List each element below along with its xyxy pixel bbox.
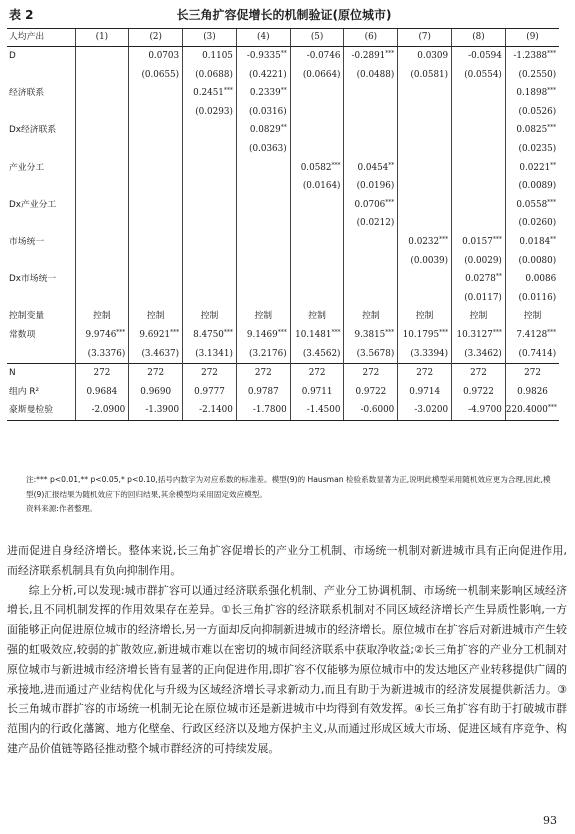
column-header: (9) — [505, 29, 559, 47]
table-cell: 0.0558*** — [505, 196, 559, 215]
table-cell: (0.7414) — [505, 345, 559, 364]
table-row — [7, 121, 559, 140]
table-cell: -1.7800 — [236, 401, 290, 420]
table-row — [7, 47, 559, 66]
significance-stars: *** — [385, 50, 395, 57]
table-cell — [290, 233, 344, 252]
table-cell: (0.0554) — [452, 66, 506, 85]
table-cell: 272 — [236, 364, 290, 383]
table-cell — [290, 270, 344, 289]
table-cell: 控制 — [290, 307, 344, 326]
significance-stars: *** — [385, 198, 395, 206]
table-row — [7, 383, 559, 402]
row-label: 经济联系 — [9, 88, 45, 99]
table-cell: 9.1469*** — [236, 326, 290, 345]
table-cell — [129, 84, 183, 103]
table-cell: -1.2388*** — [505, 47, 559, 66]
table-cell — [398, 214, 452, 233]
table-cell: -0.0746 — [290, 47, 344, 66]
row-label: N — [7, 364, 75, 383]
table-cell: (3.3462) — [452, 345, 506, 364]
row-label: Dx经济联系 — [9, 125, 57, 136]
table-cell — [344, 252, 398, 271]
table-cell: 0.0157*** — [452, 233, 506, 252]
table-cell: 272 — [452, 364, 506, 383]
table-cell — [398, 140, 452, 159]
table-header-row — [7, 29, 559, 47]
table-cell — [290, 121, 344, 140]
table-cell — [452, 84, 506, 103]
table-cell: 0.9714 — [398, 383, 452, 402]
table-cell — [344, 121, 398, 140]
table-cell: (0.0029) — [452, 252, 506, 271]
table-cell: (0.0235) — [505, 140, 559, 159]
table-cell — [75, 177, 129, 196]
table-source: 资料来源:作者整理。 — [26, 504, 97, 513]
regression-table — [7, 28, 559, 421]
table-cell: 9.6921*** — [129, 326, 183, 345]
header-dependent-variable: 人均产出 — [7, 29, 75, 47]
table-cell: (0.0117) — [452, 289, 506, 308]
table-cell — [129, 214, 183, 233]
significance-stars: *** — [547, 198, 557, 206]
table-cell: (0.0581) — [398, 66, 452, 85]
column-header: (8) — [452, 29, 506, 47]
table-cell: 10.3127*** — [452, 326, 506, 345]
table-cell: 272 — [290, 364, 344, 383]
significance-stars: ** — [550, 235, 557, 243]
table-cell: 0.0825*** — [505, 121, 559, 140]
table-cell — [290, 289, 344, 308]
table-cell: 7.4128*** — [505, 326, 559, 345]
table-caption — [9, 6, 559, 24]
table-cell — [183, 270, 237, 289]
table-cell — [290, 196, 344, 215]
column-header: (2) — [129, 29, 183, 47]
table-cell: 0.0582*** — [290, 159, 344, 178]
significance-stars: *** — [331, 161, 341, 169]
table-cell — [183, 289, 237, 308]
table-cell — [290, 252, 344, 271]
table-cell: (0.0039) — [398, 252, 452, 271]
significance-stars: ** — [550, 161, 557, 169]
row-label: 市场统一 — [9, 236, 45, 247]
significance-stars: *** — [223, 87, 233, 95]
table-cell: 0.9722 — [452, 383, 506, 402]
table-cell: (0.0526) — [505, 103, 559, 122]
table-title: 长三角扩容促增长的机制验证(原位城市) — [176, 8, 392, 22]
table-cell — [398, 177, 452, 196]
table-cell — [236, 270, 290, 289]
table-cell: 控制 — [75, 307, 129, 326]
significance-stars: *** — [492, 235, 502, 243]
table-cell: -0.0594 — [452, 47, 506, 66]
column-header: (4) — [236, 29, 290, 47]
row-label — [7, 66, 75, 85]
table-cell: (0.0164) — [290, 177, 344, 196]
table-cell: -0.6000 — [344, 401, 398, 420]
significance-stars: *** — [385, 328, 395, 336]
table-cell — [398, 289, 452, 308]
table-cell — [129, 140, 183, 159]
significance-stars: ** — [280, 87, 287, 95]
table-cell — [129, 159, 183, 178]
row-label — [7, 252, 75, 271]
column-header: (5) — [290, 29, 344, 47]
table-cell: (0.0260) — [505, 214, 559, 233]
table-cell: -1.4500 — [290, 401, 344, 420]
significance-stars: ** — [495, 273, 502, 281]
table-cell: 10.1795*** — [398, 326, 452, 345]
significance-stars: *** — [547, 50, 557, 57]
table-cell: (0.0363) — [236, 140, 290, 159]
table-row — [7, 84, 559, 103]
table-cell — [75, 289, 129, 308]
significance-stars: *** — [547, 404, 557, 412]
table-cell — [183, 177, 237, 196]
significance-stars: ** — [280, 50, 287, 57]
table-note: 注:*** p<0.01,** p<0.05,* p<0.10,括号内数字为对应系数的标准差。模型(9)的 Hausman 检验系数显著为正,说明此模型采用随机效应更为合理,因此,模型(9)汇报结果为随机效应下的回归结果,其余模型均采用固定效应模型。 — [26, 475, 551, 499]
page-number: 93 — [543, 814, 557, 827]
table-cell: 0.0086 — [505, 270, 559, 289]
significance-stars: *** — [439, 235, 449, 243]
table-cell: 0.2451*** — [183, 84, 237, 103]
table-cell — [183, 252, 237, 271]
table-cell: 0.0829** — [236, 121, 290, 140]
table-cell — [398, 84, 452, 103]
table-cell: 0.0232*** — [398, 233, 452, 252]
table-row — [7, 177, 559, 196]
table-row — [7, 401, 559, 420]
table-cell — [344, 233, 398, 252]
row-label — [7, 103, 75, 122]
table-cell: -2.0900 — [75, 401, 129, 420]
table-cell — [183, 121, 237, 140]
row-label: D — [9, 51, 16, 61]
significance-stars: *** — [331, 328, 341, 336]
table-cell — [75, 140, 129, 159]
significance-stars: *** — [116, 328, 126, 336]
table-row — [7, 66, 559, 85]
table-cell — [236, 233, 290, 252]
table-cell: 0.9787 — [236, 383, 290, 402]
table-cell: -4.9700 — [452, 401, 506, 420]
table-cell — [183, 214, 237, 233]
table-cell: (3.3394) — [398, 345, 452, 364]
table-cell — [236, 252, 290, 271]
table-cell — [452, 159, 506, 178]
table-cell — [452, 121, 506, 140]
table-cell: 0.9711 — [290, 383, 344, 402]
table-cell: 10.1481*** — [290, 326, 344, 345]
table-cell: 0.9722 — [344, 383, 398, 402]
table-cell — [183, 159, 237, 178]
table-cell — [75, 121, 129, 140]
table-row — [7, 289, 559, 308]
table-cell — [75, 84, 129, 103]
table-row — [7, 214, 559, 233]
table-number: 表 2 — [9, 8, 34, 22]
row-label: 常数项 — [9, 329, 36, 340]
table-cell — [290, 140, 344, 159]
row-label — [7, 345, 75, 364]
table-cell: 0.0278** — [452, 270, 506, 289]
table-cell: (0.0212) — [344, 214, 398, 233]
table-cell: 0.0703 — [129, 47, 183, 66]
table-cell: -0.9335** — [236, 47, 290, 66]
table-cell: (3.4562) — [290, 345, 344, 364]
table-cell — [398, 159, 452, 178]
table-cell — [290, 103, 344, 122]
table-cell: 272 — [505, 364, 559, 383]
table-cell: 0.9684 — [75, 383, 129, 402]
table-row — [7, 140, 559, 159]
row-label: 组内 R² — [9, 386, 40, 397]
table-cell — [129, 103, 183, 122]
table-cell — [452, 196, 506, 215]
significance-stars: *** — [223, 328, 233, 336]
column-header: (3) — [183, 29, 237, 47]
table-cell: 0.0706*** — [344, 196, 398, 215]
table-row — [7, 196, 559, 215]
table-cell — [183, 140, 237, 159]
table-row — [7, 103, 559, 122]
table-cell: (3.3376) — [75, 345, 129, 364]
significance-stars: *** — [277, 328, 287, 336]
table-cell: 272 — [344, 364, 398, 383]
table-cell: (0.0664) — [290, 66, 344, 85]
table-cell — [452, 103, 506, 122]
table-cell: 0.1898*** — [505, 84, 559, 103]
table-cell: 272 — [183, 364, 237, 383]
table-cell: (0.0293) — [183, 103, 237, 122]
column-header: (7) — [398, 29, 452, 47]
significance-stars: *** — [170, 328, 180, 336]
row-label — [7, 289, 75, 308]
table-cell: 控制 — [505, 307, 559, 326]
row-label — [7, 177, 75, 196]
table-cell: (0.0655) — [129, 66, 183, 85]
table-cell: (0.2550) — [505, 66, 559, 85]
table-cell: -3.0200 — [398, 401, 452, 420]
table-cell — [75, 196, 129, 215]
table-cell: (0.0116) — [505, 289, 559, 308]
table-cell — [344, 103, 398, 122]
table-cell: (3.5678) — [344, 345, 398, 364]
table-row — [7, 364, 559, 383]
table-cell: 控制 — [452, 307, 506, 326]
row-label — [7, 140, 75, 159]
table-cell: (3.1341) — [183, 345, 237, 364]
table-cell — [75, 233, 129, 252]
row-label: 控制变量 — [9, 311, 45, 322]
table-cell: 0.9777 — [183, 383, 237, 402]
paragraph: 进而促进自身经济增长。整体来说,长三角扩容促增长的产业分工机制、市场统一机制对新进城市具有正向促进作用,而经济联系机制具有负向抑制作用。 — [7, 544, 567, 577]
table-cell — [129, 252, 183, 271]
table-row — [7, 159, 559, 178]
table-cell: 272 — [398, 364, 452, 383]
table-cell — [129, 289, 183, 308]
row-label: Dx市场统一 — [9, 274, 57, 285]
table-cell — [344, 84, 398, 103]
table-cell — [344, 289, 398, 308]
table-cell — [129, 233, 183, 252]
row-label — [7, 214, 75, 233]
table-cell — [75, 103, 129, 122]
table-cell — [75, 159, 129, 178]
table-cell: (0.0196) — [344, 177, 398, 196]
column-header: (1) — [75, 29, 129, 47]
table-cell — [129, 177, 183, 196]
significance-stars: *** — [547, 328, 557, 336]
table-cell: 272 — [75, 364, 129, 383]
table-cell — [129, 270, 183, 289]
table-cell: 0.0221** — [505, 159, 559, 178]
table-cell — [452, 140, 506, 159]
table-row — [7, 233, 559, 252]
table-cell — [236, 177, 290, 196]
table-cell — [398, 196, 452, 215]
table-row — [7, 345, 559, 364]
table-cell — [236, 159, 290, 178]
table-cell: 控制 — [398, 307, 452, 326]
table-cell: 控制 — [344, 307, 398, 326]
table-cell: -1.3900 — [129, 401, 183, 420]
table-cell — [236, 214, 290, 233]
table-cell: 0.0309 — [398, 47, 452, 66]
table-cell — [75, 47, 129, 66]
significance-stars: *** — [547, 87, 557, 95]
table-cell: 控制 — [236, 307, 290, 326]
table-cell: (0.0688) — [183, 66, 237, 85]
row-label: Dx产业分工 — [9, 199, 57, 210]
table-cell — [236, 289, 290, 308]
table-cell: 0.1105 — [183, 47, 237, 66]
table-row — [7, 252, 559, 271]
table-cell: (0.0080) — [505, 252, 559, 271]
table-row — [7, 270, 559, 289]
table-cell — [75, 252, 129, 271]
body-text — [7, 541, 567, 759]
table-cell — [236, 196, 290, 215]
significance-stars: *** — [492, 328, 502, 336]
table-cell: 控制 — [129, 307, 183, 326]
table-cell: 0.2339** — [236, 84, 290, 103]
table-cell: (0.0089) — [505, 177, 559, 196]
significance-stars: ** — [280, 124, 287, 132]
table-row — [7, 326, 559, 345]
table-cell: (0.4221) — [236, 66, 290, 85]
table-cell — [398, 121, 452, 140]
table-cell: 0.0184** — [505, 233, 559, 252]
table-cell: 220.4000*** — [505, 401, 559, 420]
table-cell: (0.0488) — [344, 66, 398, 85]
paragraph: 综上分析,可以发现:城市群扩容可以通过经济联系强化机制、产业分工协调机制、市场统一机制来影响区域经济增长,且不同机制发挥的作用效果存在差异。①长三角扩容的经济联系机制对不同区域经济增长产生异质性影响,一方面能够正向促进原位城市的经济增长,另一方面却反向抑制新进城市的经济增长。原位城市在扩容后对新进城市产生较强的虹吸效应,较弱的扩散效应,新进城市难以在密切的城市间经济联系中获取净收益;②长三角扩容的产业分工机制对原位城市与新进城市经济增长皆有显著的正向促进作用,即扩容不仅能够为原位城市中的发达地区产业转移提供广阔的承接地,进而通过产业结构优化与升级为区域经济增长寻求新动力,而且有助于为新进城市的经济发展提供新活力。③长三角城市群扩容的市场统一机制无论在原位城市还是新进城市中均得到有效发挥。④长三角扩容有助于打破城市群范围内的行政化藩篱、地方化壁垒、行政区经济以及地方保护主义,从而通过形成区域大市场、促进区域有序竞争、构建产品价值链等路径推动整个城市群经济的可持续发展。 — [7, 583, 567, 755]
table-cell: 272 — [129, 364, 183, 383]
table-cell: 9.3815*** — [344, 326, 398, 345]
table-cell: -2.1400 — [183, 401, 237, 420]
table-cell: 9.9746*** — [75, 326, 129, 345]
table-cell — [183, 196, 237, 215]
table-cell: (0.0316) — [236, 103, 290, 122]
table-cell — [183, 233, 237, 252]
table-cell — [452, 214, 506, 233]
table-cell — [344, 270, 398, 289]
table-cell — [129, 196, 183, 215]
table-cell: (3.4637) — [129, 345, 183, 364]
table-cell: -0.2891*** — [344, 47, 398, 66]
row-label: 产业分工 — [9, 162, 45, 173]
significance-stars: ** — [388, 161, 395, 169]
table-cell — [75, 270, 129, 289]
table-cell — [344, 140, 398, 159]
table-row — [7, 307, 559, 326]
row-label: 豪斯曼检验 — [7, 401, 75, 420]
table-cell — [75, 66, 129, 85]
table-cell: 0.9826 — [505, 383, 559, 402]
table-cell — [398, 270, 452, 289]
table-cell — [129, 121, 183, 140]
table-cell: 0.9690 — [129, 383, 183, 402]
significance-stars: *** — [547, 124, 557, 132]
table-cell: 0.0454** — [344, 159, 398, 178]
table-cell — [398, 103, 452, 122]
column-header: (6) — [344, 29, 398, 47]
table-cell — [290, 84, 344, 103]
table-cell — [75, 214, 129, 233]
table-cell — [452, 177, 506, 196]
table-cell: (3.2176) — [236, 345, 290, 364]
table-cell: 8.4750*** — [183, 326, 237, 345]
table-cell — [290, 214, 344, 233]
significance-stars: *** — [439, 328, 449, 336]
table-body — [7, 47, 559, 421]
table-cell: 控制 — [183, 307, 237, 326]
